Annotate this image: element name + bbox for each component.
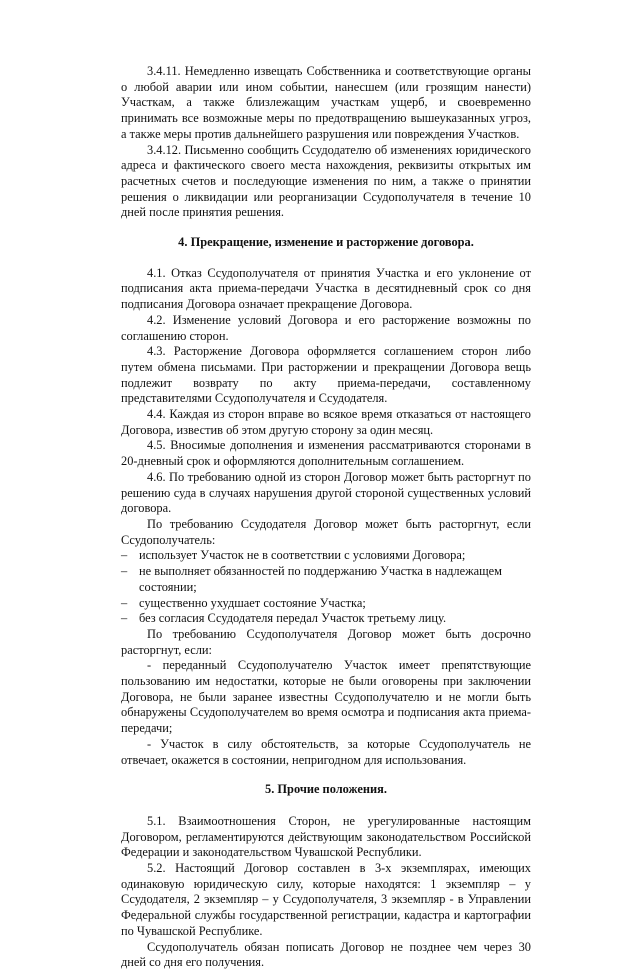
clause-3-4-12: 3.4.12. Письменно сообщить Ссудодателю об изменениях юридического адреса и фактического своего места нахождения, реквизиты открытых им расчетных счетов и последующие изменения по ним, а также о принятии решения о ликвидации или реорганизации Ссудополучателя в течение 10 дней после принятия решения. — [121, 142, 531, 220]
clause-4-5: 4.5. Вносимые дополнения и изменения рассматриваются сторонами в 20-дневный срок и оформляются дополнительным соглашением. — [121, 438, 531, 469]
section-4-heading: 4. Прекращение, изменение и расторжение договора. — [178, 235, 474, 250]
list-item: – без согласия Ссудодателя передал Участок третьему лицу. — [121, 611, 531, 627]
clause-4-3: 4.3. Расторжение Договора оформляется соглашением сторон либо путем обмена письмами. При расторжении и прекращении Договора вещь подлежит возврату по акту приема-передачи, составленному представителями Ссудополучателя и Ссудодателя. — [121, 344, 531, 406]
clause-5-2: 5.2. Настоящий Договор составлен в 3-х экземплярах, имеющих одинаковую юридическую силу, которые находятся: 1 экземпляр – у Ссудодателя, 2 экземпляр – у Ссудополучателя, 3 экземпляр - в Управлении Федеральной службы государственной регистрации, кадастра и картографии по Чувашской Республике. — [121, 861, 531, 938]
clause-4-6: 4.6. По требованию одной из сторон Договор может быть расторгнут по решению суда в случаях нарушения другой стороной существенных условий договора. — [121, 469, 531, 516]
clause-4-4: 4.4. Каждая из сторон вправе во всякое время отказаться от настоящего Договора, известив об этом другую сторону за один месяц. — [121, 407, 531, 437]
clause-3-4-11: 3.4.11. Немедленно извещать Собственника и соответствующие органы о любой аварии или ином событии, нанесшем (или грозящим нанести) Участкам, а также близлежащим участкам ущерб, и своевременно принимать все возможные меры по предотвращению вышеуказанных угроз, а также меры против дальнейшего разрушения или повреждения Участков. — [121, 64, 531, 141]
section-5-heading: 5. Прочие положения. — [265, 782, 387, 797]
borrower-termination-item-2: - Участок в силу обстоятельств, за которые Ссудополучатель не отвечает, окажется в состоянии, непригодном для использования. — [121, 736, 531, 767]
borrower-termination-item-1: - переданный Ссудополучателю Участок имеет препятствующие пользованию им недостатки, которые не были оговорены при заключении Договора, не были заранее известны Ссудополучателю и не могли быть обнаружены Ссудополучателем во время осмотра и подписания акта приема-передачи; — [121, 658, 531, 736]
list-item: – использует Участок не в соответствии с условиями Договора; — [121, 548, 531, 564]
signing-deadline-note: Ссудополучатель обязан пописать Договор не позднее чем через 30 дней со дня его получения. — [121, 939, 531, 970]
clause-4-2: 4.2. Изменение условий Договора и его расторжение возможны по соглашению сторон. — [121, 312, 531, 343]
list-item: – не выполняет обязанностей по поддержанию Участка в надлежащем состоянии; — [121, 564, 531, 595]
lender-termination-intro: По требованию Ссудодателя Договор может быть расторгнут, если Ссудополучатель: — [121, 516, 531, 547]
lender-termination-list — [121, 548, 531, 627]
clause-5-1: 5.1. Взаимоотношения Сторон, не урегулированные настоящим Договором, регламентируются действующим законодательством Российской Федерации и законодательством Чувашской Республики. — [121, 813, 531, 860]
list-item: – существенно ухудшает состояние Участка; — [121, 596, 531, 612]
borrower-termination-intro: По требованию Ссудополучателя Договор может быть досрочно расторгнут, если: — [121, 626, 531, 657]
clause-4-1: 4.1. Отказ Ссудополучателя от принятия Участка и его уклонение от подписания акта приема-передачи Участка в десятидневный срок со дня подписания Договора означает прекращение Договора. — [121, 265, 531, 312]
document-body — [121, 64, 531, 971]
